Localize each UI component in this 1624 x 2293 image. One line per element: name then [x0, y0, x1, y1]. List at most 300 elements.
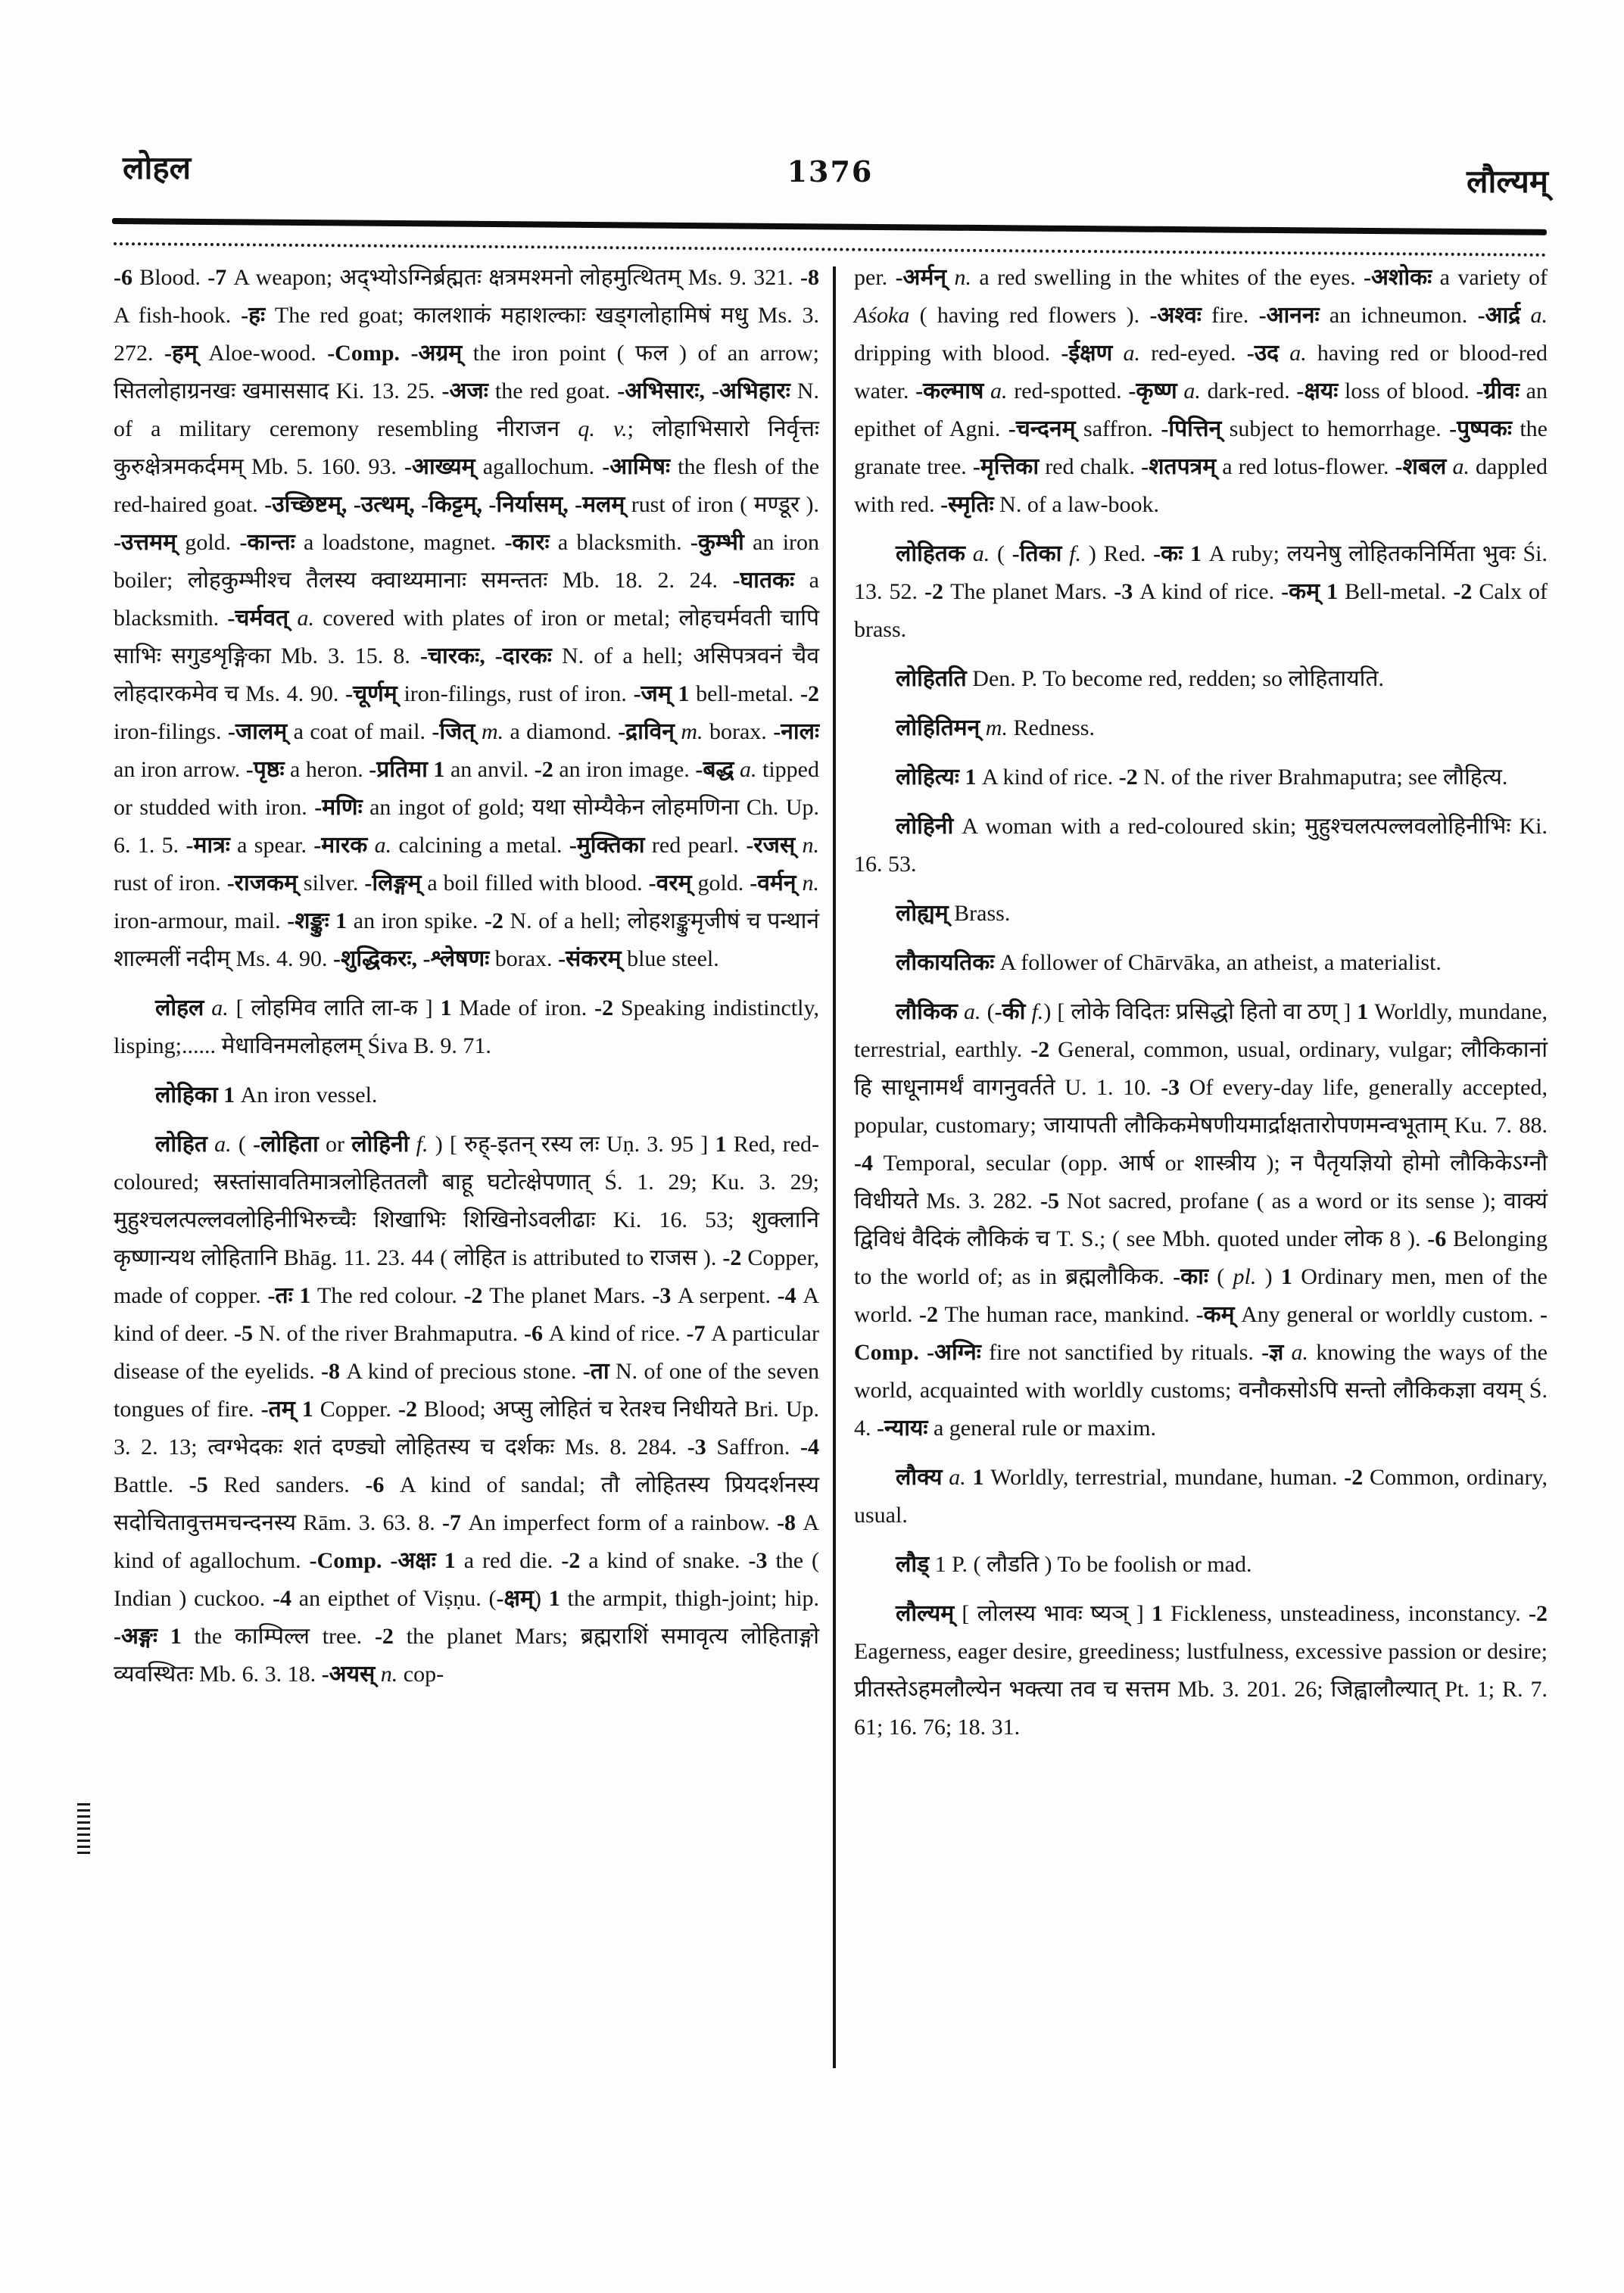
definition-text: gold. [185, 530, 240, 555]
lemma-text: लोहित [155, 1132, 215, 1157]
definition-text: tipped or studded with iron. [114, 757, 820, 820]
definition-text: a blacksmith. [114, 568, 819, 631]
lemma-text: -2 [374, 1624, 407, 1649]
definition-text: A kind of deer. [114, 1283, 819, 1346]
lemma-text: -8 [777, 1510, 803, 1535]
definition-text: the red goat. [494, 379, 618, 403]
definition-text: red chalk. [1045, 454, 1142, 479]
definition-text: a spear. [237, 833, 314, 858]
lemma-text: -6 [524, 1321, 549, 1346]
definition-text: Red, red-coloured; स्रस्तांसावतिमात्रलोहिततलौ बाहू घटोत्क्षेपणात् Ś. 1. 29; Ku. 3. 29; मुहुश्चलत्पल्लवलोहिनीभिरुच्चैः शिखाभिः शिखिनोऽवलीढाः Ki. 16. 53; शुक्लानि कृष्णान्यथ लोहितानि Bhāg. 11. 23. 44 ( लोहित is attributed to राजस ). [114, 1132, 820, 1270]
lemma-text: -7 [442, 1510, 469, 1535]
lemma-text: -द्राविन् [618, 719, 681, 744]
lemma-text: -ता [582, 1359, 616, 1384]
definition-text: Brass. [954, 901, 1011, 926]
dictionary-paragraph [854, 1546, 1548, 1584]
lemma-text: -2 [722, 1245, 748, 1270]
lemma-text: -Comp. -अग्रम् [327, 341, 473, 366]
left-column [114, 259, 819, 1693]
definition-text: A ruby; लयनेषु लोहितकनिर्मिता भुवः Śi. 13. 52. [854, 541, 1548, 604]
definition-text: 1 P. ( लौडति ) To be foolish or mad. [934, 1552, 1252, 1577]
definition-text: subject to hemorrhage. [1229, 416, 1450, 441]
lemma-text: -2 [1453, 579, 1479, 604]
lemma-text: -3 [748, 1548, 776, 1573]
definition-text: a red die. [463, 1548, 562, 1573]
lemma-text: 1 [972, 1465, 991, 1490]
lemma-text: -ज्ञ [1261, 1340, 1292, 1365]
definition-text: bell-metal. [696, 681, 800, 706]
lemma-text: लौड् [896, 1552, 935, 1577]
definition-text: red pearl. [651, 833, 747, 858]
lemma-text: -काः [1173, 1264, 1217, 1289]
lemma-text: -बद्ध [695, 757, 740, 782]
lemma-text: -4 [800, 1435, 819, 1460]
dictionary-paragraph [854, 259, 1548, 524]
lemma-text: -8 [321, 1359, 347, 1384]
lemma-text: -मुक्तिका [569, 833, 652, 858]
lemma-text: -हः [241, 303, 275, 328]
lemma-text: -शङ्कुः 1 [287, 908, 354, 933]
lemma-text: लौल्यम् [896, 1601, 962, 1626]
definition-text: dappled with red. [854, 454, 1548, 517]
dictionary-paragraph [854, 808, 1548, 883]
definition-text: a loadstone, magnet. [303, 530, 505, 555]
definition-text: a boil filled with blood. [427, 871, 649, 896]
guide-word-right: लौल्यम् [1466, 165, 1548, 200]
definition-text: N. of the river Brahmaputra. [258, 1321, 525, 1346]
definition-text: an ichneumon. [1329, 303, 1478, 328]
lemma-text: -6 [365, 1472, 400, 1497]
lemma-text: -अशोकः [1364, 265, 1440, 290]
definition-text: Made of iron. [459, 995, 595, 1020]
definition-text: rust of iron. [114, 871, 227, 896]
definition-text: N. of the river Brahmaputra; see लौहित्य. [1143, 765, 1508, 790]
definition-text: a kind of snake. [588, 1548, 749, 1573]
definition-text: A kind of rice. [548, 1321, 687, 1346]
definition-text: Blood. [139, 265, 208, 290]
lemma-text: -मणिः [314, 795, 370, 820]
definition-text: red-eyed. [1151, 341, 1247, 366]
lemma-text: -चारकः, -दारकः [420, 643, 562, 668]
definition-text: N. of a military ceremony resembling नीराजन [114, 379, 820, 441]
definition-text: knowing the ways of the world, acquainted with worldly customs; वनौकसोऽपि सन्तो लौकिकज्ञा वयम् Ś. 4. [854, 1340, 1548, 1441]
lemma-text: -आमिषः [602, 454, 678, 479]
lemma-text: -पित्तिन् [1161, 416, 1230, 441]
lemma-text: -6 [114, 265, 140, 290]
definition-text: Red sanders. [223, 1472, 366, 1497]
definition-text: a variety of [1439, 265, 1548, 290]
definition-text: The planet Mars. [489, 1283, 653, 1308]
lemma-text: 1 [440, 995, 460, 1020]
lemma-text: -3 [1161, 1075, 1189, 1100]
dictionary-paragraph [854, 944, 1548, 982]
definition-text: A woman with a red-coloured skin; मुहुश्चलत्पल्लवलोहिनीभिः Ki. 16. 53. [854, 814, 1548, 877]
lemma-text: -जित् [432, 719, 482, 744]
definition-text: agallochum. [482, 454, 603, 479]
lemma-text: -2 [561, 1548, 589, 1573]
definition-text: a general rule or maxim. [933, 1416, 1157, 1441]
lemma-text: -2 [800, 681, 819, 706]
lemma-text: -ईक्षण [1061, 341, 1124, 366]
lemma-text: -कः 1 [1153, 541, 1209, 566]
lemma-text: -अजः [441, 379, 495, 403]
definition-text: gold. [697, 871, 750, 896]
lemma-text: -अर्मन् [895, 265, 955, 290]
lemma-text: -लिङ्गम् [364, 871, 428, 896]
definition-text: dripping with blood. [854, 341, 1061, 366]
definition-text: the काम्पिल्ल tree. [194, 1624, 375, 1649]
definition-text: m. [481, 719, 510, 744]
dictionary-paragraph [854, 1459, 1548, 1534]
definition-text: iron-armour, mail. [114, 908, 288, 933]
definition-text: a red lotus-flower. [1222, 454, 1395, 479]
definition-text: cop- [403, 1662, 444, 1687]
header-rule-thick [112, 218, 1547, 235]
definition-text: f. [1069, 541, 1089, 566]
definition-text: an iron boiler; लोहकुम्भीश्च तैलस्य क्वाथ्यमानाः समन्ततः Mb. 18. 2. 24. [114, 530, 820, 593]
definition-text: Of every-day life, generally accepted, popular, customary; जायापती लौकिकमेषणीयमार्द्राक्षतारोपणमन्वभूताम् Ku. 7. 88. [854, 1075, 1548, 1138]
definition-text: per. [854, 265, 896, 290]
definition-text: Belonging to the world of; as in ब्रह्मलौकिक. [854, 1226, 1548, 1289]
lemma-text: -संकरम् [558, 946, 628, 971]
definition-text: the ( Indian ) cuckoo. [114, 1548, 820, 1611]
lemma-text: 1 [1151, 1601, 1171, 1626]
lemma-text: लोह्यम् [896, 901, 955, 926]
lemma-text: -राजकम् [226, 871, 304, 896]
definition-text: an iron image. [559, 757, 696, 782]
definition-text: Copper. [320, 1397, 398, 1422]
definition-text: Fickleness, unsteadiness, inconstancy. [1170, 1601, 1529, 1626]
lemma-text: लोहितिमन् [896, 715, 986, 740]
definition-text: fire not sanctified by rituals. [989, 1340, 1262, 1365]
lemma-text: -अङ्गः 1 [114, 1624, 195, 1649]
definition-text: Saffron. [716, 1435, 800, 1460]
definition-text: Copper, made of copper. [114, 1245, 820, 1308]
lemma-text: -4 [273, 1586, 299, 1611]
lemma-text: 1 [548, 1586, 568, 1611]
definition-text: a. [1123, 341, 1152, 366]
lemma-text: -3 [652, 1283, 678, 1308]
lemma-text: -पुष्पकः [1449, 416, 1520, 441]
right-column [854, 259, 1548, 1746]
lemma-text: -आर्द्र [1477, 303, 1531, 328]
definition-text: a. [214, 1132, 238, 1157]
definition-text: m. [985, 715, 1014, 740]
definition-text: Bell-metal. [1345, 579, 1454, 604]
definition-text: A fish-hook. [114, 303, 242, 328]
lemma-text: -उद [1246, 341, 1290, 366]
definition-text: covered with plates of iron or metal; लोहचर्मवती चापि साभिः सगुडशृङ्गिका Mb. 3. 15. 8. [114, 606, 820, 668]
definition-text: N. of a hell; असिपत्रवनं चैव लोहदारकमेव च Ms. 4. 90. [114, 643, 819, 706]
lemma-text: -कारः [504, 530, 558, 555]
definition-text: The red goat; कालशाकं महाशल्काः खड्गलोहामिषं मधु Ms. 3. 272. [114, 303, 820, 366]
definition-text: an epithet of Agni. [854, 379, 1548, 441]
dictionary-paragraph [114, 259, 819, 978]
lemma-text: -शबल [1395, 454, 1453, 479]
lemma-text: -उच्छिष्टम्, -उत्थम्, -किट्टम्, -निर्यासम्, -मलम् [264, 492, 631, 517]
lemma-text: लोहितति [896, 666, 973, 691]
lemma-text: -चन्दनम् [1008, 416, 1084, 441]
definition-text: An imperfect form of a rainbow. [468, 1510, 778, 1535]
definition-text: fire. [1211, 303, 1259, 328]
definition-text: the granate tree. [854, 416, 1548, 479]
definition-text: Calx of brass. [854, 579, 1548, 642]
dictionary-paragraph [854, 759, 1548, 796]
definition-text: borax. [494, 946, 559, 971]
lemma-text: -Comp. -अक्षः 1 [309, 1548, 464, 1573]
lemma-text: -मारक [313, 833, 375, 858]
lemma-text: -3 [687, 1435, 717, 1460]
definition-text: Not sacred, profane ( as a word or its sense ); वाक्यं द्विविधं वैदिकं लौकिकं च T. S.; ( see Mbh. quoted under लोक 8 ). [854, 1189, 1548, 1251]
definition-text: a. [1530, 303, 1548, 328]
lemma-text: -घातकः [732, 568, 809, 593]
definition-text: a. [1183, 379, 1208, 403]
lemma-text: -उत्तमम् [114, 530, 185, 555]
definition-text: Speaking indistinctly, lisping;...... मेधाविनमलोहलम् Śiva B. 9. 71. [114, 995, 820, 1058]
lemma-text: लौक्य [896, 1465, 949, 1490]
lemma-text: 1 [1357, 999, 1375, 1024]
definition-text: the flesh of the red-haired goat. [114, 454, 820, 517]
lemma-text: -ग्रीवः [1476, 379, 1526, 403]
header-rule-dotted [114, 242, 1547, 257]
lemma-text: -रजस् [746, 833, 803, 858]
definition-text: a blacksmith. [557, 530, 690, 555]
definition-text: A particular disease of the eyelids. [114, 1321, 819, 1384]
definition-text: An iron vessel. [240, 1083, 378, 1108]
definition-text: Redness. [1013, 715, 1095, 740]
lemma-text: -चूर्णम् [345, 681, 404, 706]
definition-text: Aśoka [854, 303, 920, 328]
definition-text: N. of a hell; लोहशङ्कुमृजीषं च पन्थानं शाल्मलीं नदीम् Ms. 4. 90. [114, 908, 819, 971]
definition-text: A kind of precious stone. [346, 1359, 583, 1384]
lemma-text: -मृत्तिका [972, 454, 1046, 479]
dictionary-paragraph [854, 660, 1548, 698]
lemma-text: -स्मृतिः [940, 492, 1000, 517]
lemma-text: -2 [1118, 765, 1144, 790]
definition-text: pl. [1233, 1264, 1265, 1289]
lemma-text: -वरम् [648, 871, 698, 896]
definition-text: loss of blood. [1345, 379, 1476, 403]
margin-print-artifact [77, 1803, 90, 1858]
definition-text: a. [739, 757, 763, 782]
definition-text: ; लोहाभिसारो निर्वृत्तः कुरुक्षेत्रमकर्दमम् Mb. 5. 160. 93. [114, 416, 819, 479]
definition-text: [ लोलस्य भावः ष्यञ् ] [962, 1601, 1152, 1626]
definition-text: an iron spike. [353, 908, 485, 933]
lemma-text: 1 [1280, 1264, 1301, 1289]
lemma-text: -2 [918, 1302, 945, 1327]
definition-text: a. [972, 541, 997, 566]
definition-text: f. [1031, 999, 1044, 1024]
guide-word-left: लोहल [123, 151, 192, 186]
definition-text: n. [380, 1662, 404, 1687]
definition-text: A follower of Chārvāka, an atheist, a materialist. [999, 950, 1442, 975]
definition-text: n. [802, 871, 819, 896]
lemma-text: -जम् 1 [633, 681, 697, 706]
definition-text: The red colour. [317, 1283, 464, 1308]
definition-text: the iron point ( फल ) of an arrow; सितलोहाग्रनखः खमाससाद Ki. 13. 25. [114, 341, 819, 403]
definition-text: ) [1264, 1264, 1281, 1289]
lemma-text: -जालम् [227, 719, 294, 744]
definition-text: a. [1452, 454, 1476, 479]
definition-text: dark-red. [1207, 379, 1297, 403]
lemma-text: लोहितक [896, 541, 973, 566]
definition-text: saffron. [1083, 416, 1161, 441]
lemma-text: -वर्मन् [750, 871, 803, 896]
lemma-text: -2 [594, 995, 621, 1020]
lemma-text: -तम् 1 [260, 1397, 320, 1422]
definition-text: rust of iron ( मण्डूर ). [631, 492, 820, 517]
column-divider-rule [833, 266, 836, 2068]
lemma-text: -7 [207, 265, 234, 290]
lemma-text: -कम् [1195, 1302, 1242, 1327]
definition-text: Common, ordinary, usual. [854, 1465, 1548, 1528]
definition-text: silver. [303, 871, 365, 896]
definition-text: or [326, 1132, 352, 1157]
definition-text: ( having red flowers ). [919, 303, 1150, 328]
lemma-text: -लोहिता [253, 1132, 326, 1157]
definition-text: iron-filings. [114, 719, 228, 744]
definition-text: Eagerness, eager desire, greediness; lustfulness, excessive passion or desire; प्रीतस्तेऽहमलौल्येन भक्त्या तव च सत्तम Mb. 3. 201. 26; जिह्वालौल्यात् Pt. 1; R. 7. 61; 16. 76; 18. 31. [854, 1639, 1548, 1740]
definition-text: a heron. [290, 757, 369, 782]
definition-text: iron-filings, rust of iron. [404, 681, 634, 706]
definition-text: f. [416, 1132, 435, 1157]
lemma-text: -आननः [1258, 303, 1329, 328]
definition-text: A kind of sandal; तौ लोहितस्य प्रियदर्शनस्य सदोचितावुत्तमचन्दनस्य Rām. 3. 63. 8. [114, 1472, 819, 1535]
definition-text: a. [949, 1465, 973, 1490]
definition-text: borax. [709, 719, 774, 744]
dictionary-paragraph [854, 895, 1548, 933]
lemma-text: लोहिनी [896, 814, 962, 839]
lemma-text: -क्षम् [496, 1586, 534, 1611]
lemma-text: -शतपत्रम् [1141, 454, 1223, 479]
lemma-text: -Comp. -अग्निः [854, 1302, 1548, 1365]
lemma-text: -2 [397, 1397, 425, 1422]
lemma-text: -6 [1427, 1226, 1453, 1251]
definition-text: a diamond. [510, 719, 619, 744]
lemma-text: -कल्माष [915, 379, 991, 403]
definition-text: General, common, usual, ordinary, vulgar; लौकिकानां हि साधूनामर्थं वागनुवर्तते U. 1. 10. [854, 1037, 1548, 1100]
definition-text: n. [954, 265, 980, 290]
definition-text: an eipthet of Viṣṇu. ( [298, 1586, 497, 1611]
lemma-text: 1 [715, 1132, 734, 1157]
lemma-text: -2 [463, 1283, 490, 1308]
lemma-text: -8 [800, 265, 819, 290]
lemma-text: लौकिक [896, 999, 965, 1024]
definition-text: A kind of rice. [1139, 579, 1282, 604]
definition-text: N. of one of the seven tongues of fire. [114, 1359, 819, 1422]
definition-text: red-spotted. [1014, 379, 1129, 403]
lemma-text: -तः 1 [267, 1283, 318, 1308]
definition-text: ) [ लोके विदितः प्रसिद्धो हितो वा ठण् ] [1043, 999, 1357, 1024]
lemma-text: -अभिसारः, -अभिहारः [617, 379, 797, 403]
definition-text: Ordinary men, men of the world. [854, 1264, 1548, 1327]
lemma-text: -शुद्धिकरः, -श्लेषणः [332, 946, 495, 971]
lemma-text: -2 [1344, 1465, 1370, 1490]
definition-text: a red swelling in the whites of the eyes. [979, 265, 1364, 290]
lemma-text: लोहिनी [351, 1132, 416, 1157]
definition-text: q. v. [578, 416, 628, 441]
lemma-text: -पृष्ठः [245, 757, 291, 782]
definition-text: A serpent. [678, 1283, 778, 1308]
definition-text: a. [1289, 341, 1317, 366]
definition-text: ) [533, 1586, 549, 1611]
definition-text: Aloe-wood. [208, 341, 328, 366]
lemma-text: -आख्यम् [404, 454, 483, 479]
definition-text: Blood; अप्सु लोहितं च रेतश्च निधीयते Bri. Up. 3. 2. 13; त्वग्भेदकः शतं दण्ड्यो लोहितस्य च दर्शकः Ms. 8. 284. [114, 1397, 819, 1460]
definition-text: the armpit, thigh-joint; hip. [567, 1586, 820, 1611]
lemma-text: -2 [1529, 1601, 1548, 1626]
lemma-text: -अयस् [321, 1662, 381, 1687]
definition-text: ) [ रुह्-इतन् रस्य लः Uṇ. 3. 95 ] [435, 1132, 715, 1157]
lemma-text: -क्षयः [1296, 379, 1345, 403]
definition-text: a coat of mail. [293, 719, 432, 744]
definition-text: ) Red. [1088, 541, 1154, 566]
lemma-text: -2 [484, 908, 510, 933]
lemma-text: लोहल [155, 995, 212, 1020]
definition-text: A weapon; अद्भ्योऽग्निर्ब्रह्मतः क्षत्रमश्मनो लोहमुत्थितम् Ms. 9. 321. [233, 265, 800, 290]
definition-text: an ingot of gold; यथा सोम्यैकेन लोहमणिना Ch. Up. 6. 1. 5. [114, 795, 819, 858]
lemma-text: -मात्रः [185, 833, 238, 858]
dictionary-paragraph [854, 1595, 1548, 1746]
definition-text: n. [802, 833, 819, 858]
definition-text: an anvil. [450, 757, 535, 782]
lemma-text: -कान्तः [239, 530, 304, 555]
definition-text: blue steel. [627, 946, 719, 971]
definition-text: an iron arrow. [114, 757, 246, 782]
definition-text: ( [987, 999, 995, 1024]
definition-text: a. [211, 995, 236, 1020]
definition-text: Any general or worldly custom. [1241, 1302, 1540, 1327]
definition-text: ( [238, 1132, 254, 1157]
definition-text: a. [297, 606, 323, 631]
definition-text: a. [964, 999, 987, 1024]
dictionary-paragraph [854, 993, 1548, 1447]
definition-text: Worldly, mundane, terrestrial, earthly. [854, 999, 1548, 1062]
lemma-text: -कृष्ण [1128, 379, 1184, 403]
lemma-text: -5 [234, 1321, 259, 1346]
lemma-text: -4 [854, 1151, 884, 1176]
page-number: 1376 [787, 154, 874, 188]
definition-text: Temporal, secular (opp. आर्ष or शास्त्रीय ); न पैतृयज्ञियो होमो लौकिकेऽग्नौ विधीयते Ms. 3. 282. [854, 1151, 1548, 1213]
definition-text: a. [374, 833, 399, 858]
lemma-text: -तिका [1011, 541, 1070, 566]
lemma-text: -4 [777, 1283, 803, 1308]
dictionary-paragraph [114, 1126, 819, 1693]
definition-text: Worldly, terrestrial, mundane, human. [990, 1465, 1345, 1490]
definition-text: m. [681, 719, 709, 744]
dictionary-paragraph [854, 535, 1548, 649]
definition-text: a. [990, 379, 1015, 403]
lemma-text: -2 [1030, 1037, 1058, 1062]
dictionary-paragraph [114, 989, 819, 1065]
lemma-text: -प्रतिमा 1 [369, 757, 450, 782]
lemma-text: -हम् [164, 341, 209, 366]
definition-text: Battle. [114, 1472, 189, 1497]
lemma-text: -की [994, 999, 1032, 1024]
lemma-text: -2 [534, 757, 560, 782]
definition-text: The human race, mankind. [944, 1302, 1196, 1327]
definition-text: A kind of rice. [981, 765, 1119, 790]
lemma-text: -नालः [773, 719, 820, 744]
dictionary-paragraph [854, 709, 1548, 747]
lemma-text: -5 [189, 1472, 224, 1497]
definition-text: N. of a law-book. [999, 492, 1159, 517]
lemma-text: -3 [1114, 579, 1140, 604]
definition-text: The planet Mars. [950, 579, 1114, 604]
lemma-text: -7 [686, 1321, 712, 1346]
definition-text: [ लोहमिव लाति ला-क ] [235, 995, 441, 1020]
lemma-text: -2 [924, 579, 951, 604]
